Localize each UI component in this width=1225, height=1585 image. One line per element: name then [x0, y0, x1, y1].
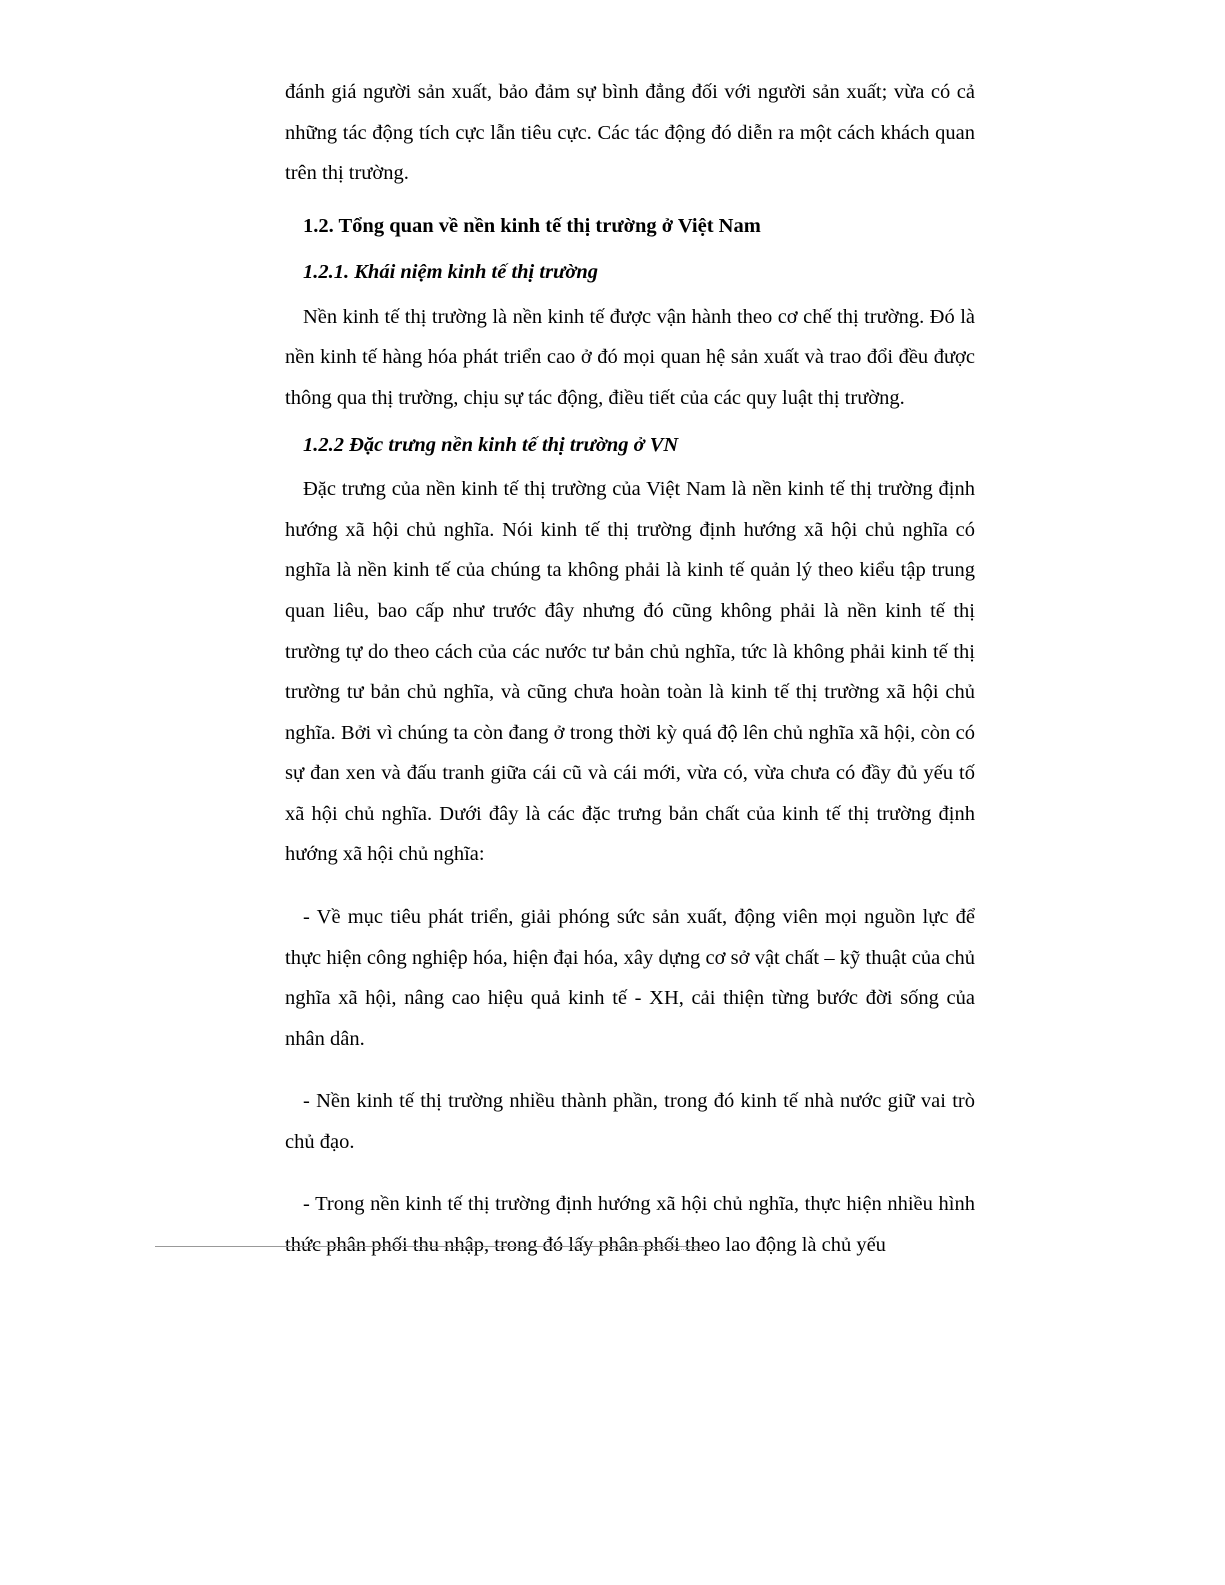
paragraph-vn-market-features: Đặc trưng của nền kinh tế thị trường của Việt Nam là nền kinh tế thị trường định hướng xã hội chủ nghĩa. Nói kinh tế thị trường định hướng xã hội chủ nghĩa có nghĩa là nền kinh tế của chúng ta không phải là kinh tế quản lý theo kiểu tập trung quan liêu, bao cấp như trước đây nhưng đó cũng không phải là nền kinh tế thị trường tự do theo cách của các nước tư bản chủ nghĩa, tức là không phải kinh tế thị trường tư bản chủ nghĩa, và cũng chưa hoàn toàn là kinh tế thị trường xã hội chủ nghĩa. Bởi vì chúng ta còn đang ở trong thời kỳ quá độ lên chủ nghĩa xã hội, còn có sự đan xen và đấu tranh giữa cái cũ và cái mới, vừa có, vừa chưa có đầy đủ yếu tố xã hội chủ nghĩa. Dưới đây là các đặc trưng bản chất của kinh tế thị trường định hướng xã hội chủ nghĩa:: [285, 478, 975, 866]
paragraph-bullet-multi-sector: - Nền kinh tế thị trường nhiều thành phần, trong đó kinh tế nhà nước giữ vai trò chủ đạo.: [285, 1090, 975, 1153]
paragraph-bullet-development-goal: - Về mục tiêu phát triển, giải phóng sức sản xuất, động viên mọi nguồn lực để thực hiện công nghiệp hóa, hiện đại hóa, xây dựng cơ sở vật chất – kỹ thuật của chủ nghĩa xã hội, nâng cao hiệu quả kinh tế - XH, cải thiện từng bước đời sống của nhân dân.: [285, 905, 975, 1050]
heading-section-1-2-2: 1.2.2 Đặc trưng nền kinh tế thị trường ở VN: [303, 433, 679, 456]
heading-section-1-2: 1.2. Tổng quan về nền kinh tế thị trường ở Việt Nam: [303, 214, 761, 237]
paragraph-intro: đánh giá người sản xuất, bảo đảm sự bình đẳng đối với người sản xuất; vừa có cả những tác động tích cực lẫn tiêu cực. Các tác động đó diễn ra một cách khách quan trên thị trường.: [285, 81, 975, 185]
footer-divider: [155, 1246, 710, 1247]
footer-divider-secondary: [610, 1249, 710, 1250]
paragraph-bullet-distribution: - Trong nền kinh tế thị trường định hướng xã hội chủ nghĩa, thực hiện nhiều hình thức phân phối thu nhập, trong đó lấy phân phối theo lao động là chủ yếu: [285, 1193, 975, 1257]
heading-section-1-2-1: 1.2.1. Khái niệm kinh tế thị trường: [303, 261, 598, 284]
page-content: [285, 72, 975, 1266]
paragraph-market-economy-definition: Nền kinh tế thị trường là nền kinh tế được vận hành theo cơ chế thị trường. Đó là nền kinh tế hàng hóa phát triển cao ở đó mọi quan hệ sản xuất và trao đổi đều được thông qua thị trường, chịu sự tác động, điều tiết của các quy luật thị trường.: [285, 305, 975, 410]
